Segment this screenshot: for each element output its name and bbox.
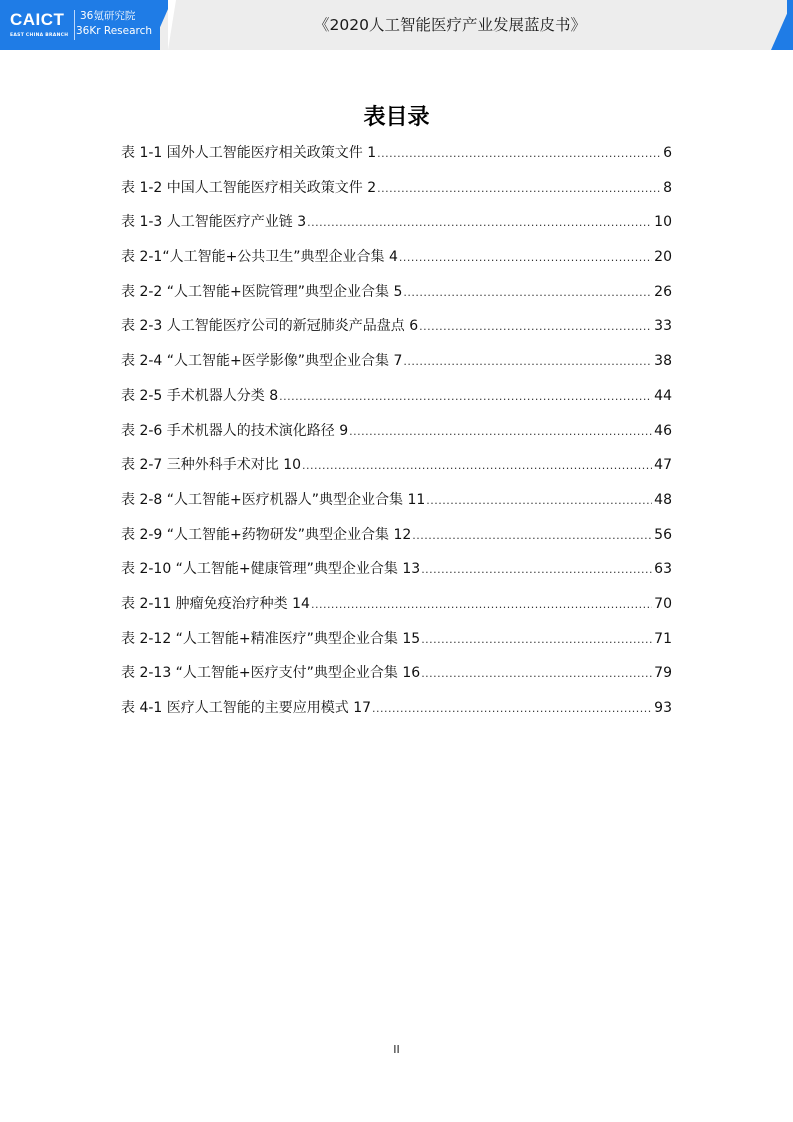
toc-entry[interactable]: [121, 385, 672, 420]
toc-dot-leader: [421, 629, 652, 651]
toc-entry-text: 表 2-13 “人工智能+医疗支付”典型企业合集 16: [121, 665, 421, 682]
toc-entry-page: 46: [654, 422, 672, 439]
caict-logo: CAICT: [10, 10, 65, 29]
toc-dot-leader: [279, 386, 652, 408]
toc-list: [121, 142, 672, 732]
toc-entry-page: 6: [663, 145, 672, 161]
toc-entry-text: 表 2-5 手术机器人分类 8: [121, 387, 279, 404]
toc-entry-text: 表 2-9 “人工智能+药物研发”典型企业合集 12: [121, 526, 412, 543]
toc-entry-text: 表 2-8 “人工智能+医疗机器人”典型企业合集 11: [121, 491, 426, 508]
toc-entry[interactable]: [121, 489, 672, 524]
toc-entry-text: 表 1-1 国外人工智能医疗相关政策文件 1: [121, 145, 377, 161]
toc-entry-page: 20: [654, 249, 672, 266]
toc-entry-text: 表 2-3 人工智能医疗公司的新冠肺炎产品盘点 6: [121, 318, 419, 335]
logo-divider: [74, 10, 75, 40]
toc-entry[interactable]: [121, 454, 672, 489]
toc-dot-leader: [349, 421, 652, 443]
toc-entry[interactable]: [121, 315, 672, 350]
toc-entry-text: 表 1-2 中国人工智能医疗相关政策文件 2: [121, 179, 377, 196]
toc-dot-leader: [421, 559, 652, 581]
toc-dot-leader: [372, 698, 652, 720]
toc-dot-leader: [311, 594, 652, 616]
toc-entry-text: 表 4-1 医疗人工智能的主要应用模式 17: [121, 700, 372, 716]
toc-entry-page: 48: [654, 491, 672, 508]
toc-dot-leader: [377, 178, 661, 200]
institute-name-en: 36Kr Research: [76, 25, 153, 37]
toc-entry-page: 63: [654, 561, 672, 578]
toc-dot-leader: [412, 525, 652, 547]
toc-entry-page: 71: [654, 630, 672, 647]
toc-entry-text: 表 2-11 肿瘤免疫治疗种类 14: [121, 595, 310, 612]
page-number: II: [393, 1043, 400, 1056]
toc-dot-leader: [403, 282, 652, 304]
toc-dot-leader: [307, 212, 652, 234]
toc-dot-leader: [403, 351, 652, 373]
toc-entry[interactable]: [121, 558, 672, 593]
toc-entry[interactable]: [121, 593, 672, 628]
toc-entry-text: 表 2-2 “人工智能+医院管理”典型企业合集 5: [121, 283, 403, 300]
toc-entry[interactable]: [121, 142, 672, 177]
toc-entry-text: 表 1-3 人工智能医疗产业链 3: [121, 214, 307, 231]
toc-entry[interactable]: [121, 662, 672, 697]
toc-entry-text: 表 2-4 “人工智能+医学影像”典型企业合集 7: [121, 353, 403, 370]
right-edge-decoration: [787, 0, 793, 50]
toc-entry[interactable]: [121, 628, 672, 663]
toc-entry[interactable]: [121, 211, 672, 246]
document-title: 《2020人工智能医疗产业发展蓝皮书》: [314, 16, 586, 34]
toc-entry[interactable]: [121, 281, 672, 316]
toc-title: 表目录: [363, 104, 430, 130]
brand-stripe-decoration: [168, 0, 176, 50]
toc-entry-page: 47: [654, 457, 672, 474]
toc-dot-leader: [302, 455, 652, 477]
toc-entry-page: 10: [654, 214, 672, 231]
toc-entry[interactable]: [121, 350, 672, 385]
toc-entry-page: 93: [654, 700, 672, 716]
toc-entry[interactable]: [121, 697, 672, 732]
toc-entry-page: 8: [663, 179, 672, 196]
toc-dot-leader: [419, 316, 652, 338]
toc-entry-text: 表 2-1“人工智能+公共卫生”典型企业合集 4: [121, 249, 398, 266]
toc-dot-leader: [377, 143, 661, 165]
toc-entry[interactable]: [121, 246, 672, 281]
caict-logo-subtext: EAST CHINA BRANCH: [10, 33, 69, 38]
toc-entry[interactable]: [121, 420, 672, 455]
toc-dot-leader: [421, 663, 652, 685]
toc-entry-text: 表 2-12 “人工智能+精准医疗”典型企业合集 15: [121, 630, 421, 647]
toc-dot-leader: [426, 490, 652, 512]
toc-entry-page: 26: [654, 283, 672, 300]
toc-entry-page: 38: [654, 353, 672, 370]
toc-entry-page: 56: [654, 526, 672, 543]
toc-entry-page: 79: [654, 665, 672, 682]
toc-entry-page: 70: [654, 595, 672, 612]
toc-entry-text: 表 2-10 “人工智能+健康管理”典型企业合集 13: [121, 561, 421, 578]
institute-name-cn: 36氪研究院: [80, 10, 136, 22]
toc-entry-page: 44: [654, 387, 672, 404]
toc-entry-page: 33: [654, 318, 672, 335]
page-header: [0, 0, 793, 50]
toc-entry[interactable]: [121, 524, 672, 559]
toc-dot-leader: [399, 247, 652, 269]
toc-entry[interactable]: [121, 177, 672, 212]
toc-entry-text: 表 2-6 手术机器人的技术演化路径 9: [121, 422, 349, 439]
toc-entry-text: 表 2-7 三种外科手术对比 10: [121, 457, 302, 474]
